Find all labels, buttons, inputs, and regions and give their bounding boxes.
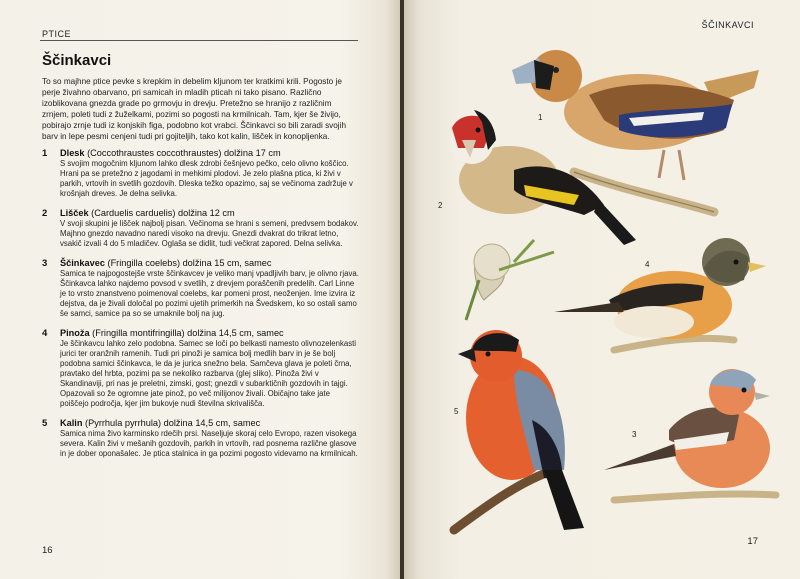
species-name: Kalin [60,418,83,428]
page-number-left: 16 [42,545,53,556]
species-name: Pinoža [60,328,90,338]
intro-paragraph: To so majhne ptice pevke s krepkim in debelim kljunom ter kratkimi krili. Pogosto je perje živahno obarvano, pri samicah in mladih pticah ni tako pisano. Različno izoblikovana gnezda grade po grmovju in drevju. Pretežno se hranijo z različnim zrnjem, poleti tudi z žuželkami, pozimi so pogosti na krmilnicah. Tam, kjer še živijo, pobirajo zrnje tudi iz konjskih figa, podobno kot vrabci. Ščinkavci so bili zaradi svojih barv in lepe pesmi cenjeni tudi pri gojiteljih, tako kot kalin, lišček in konopljenka. [42,77,347,141]
entry-heading [60,208,360,219]
species-description: Je ščinkavcu lahko zelo podobna. Samec se loči po belkasti namesto olivnozelenkasti jurici ter oranžnih ramenih. Tudi pri pinoži je samica bolj medlih barv in je še bolj podobna samici ščinkavca, le da je jurica snežno bela. Samčeva glava je poleti črna, pravtako del hrbta, pozimi pa se nekoliko razbarva (glej sliko). Pinoža živi v Skandinaviji, pri nas je preletni, zimski, gost; gnezdi v subarktičnih gozdovih in tajgi. Opazovali so že ogromne jate pinož, po več milijonov živali. Običajno take jate poiščejo področja, kjer jim bukovje nudi številna skrivališča. [60,339,357,408]
figure-label-1: 1 [538,113,543,122]
species-description: Samica te najpogostejše vrste ščinkavcev je veliko manj vpadljivih barv, je olivno rjava. Ščinkavca lahko najdemo povsod v svetlih, z drevjem poraščenih predelih. Carl Linne je to vrsto znanstveno poimenoval coelebs, kar pomeni prost, neoženjen. Ime izvira iz dejstva, da je živali določal po pozimi ujetih primerkih na Švedskem, ko so ostali samo še samci, samice pa so se umaknile bolj na jug. [60,269,359,318]
species-entry [42,418,360,459]
right-page [404,0,800,579]
entry-number: 5 [42,418,48,429]
entry-number: 2 [42,208,48,219]
species-entry [42,258,360,319]
species-entry [42,148,360,199]
figure-label-2: 2 [438,201,443,210]
page-number-right: 17 [747,536,758,547]
bullfinch-illustration [454,330,584,530]
species-entries [42,148,360,468]
figure-label-4: 4 [645,260,650,269]
species-name: Dlesk [60,148,85,158]
bird-plate-illustration [404,0,800,579]
species-name: Lišček [60,208,89,218]
species-details: (Pyrrhula pyrrhula) dolžina 14,5 cm, samec [85,418,261,428]
entry-number: 3 [42,258,48,269]
species-entry [42,328,360,409]
species-details: (Coccothraustes coccothraustes) dolžina 17 cm [87,148,281,158]
running-head-right: ŠČINKAVCI [701,20,754,30]
figure-label-5: 5 [454,407,459,416]
species-description: Samica nima živo karminsko rdečih prsi. Naseljuje skoraj celo Evropo, razen visokega severa. Kalin živi v mešanih gozdovih, parkih in vrtovih, rad posnema različne glasove in je dober oponašalec. Je ptica stalnica in ga pozimi pogosto videvamo na krmilnicah. [60,429,358,458]
entry-heading [60,258,360,269]
species-details: (Fringilla montifringilla) dolžina 14,5 cm, samec [92,328,284,338]
species-name: Ščinkavec [60,258,105,268]
figure-label-3: 3 [632,430,637,439]
species-description: S svojim mogočnim kljunom lahko dlesk zdrobi češnjevo pečko, celo olivno koščico. Hrani pa se pretežno z jagodami in mehkimi plodovi. Je zelo plašna ptica, ki živi v parkih, vrtovih in svetlih gozdovih. Dleska težko opazimo, saj se večinoma zadržuje v krošnjah dreves. Je delna selivka. [60,159,353,198]
species-entry [42,208,360,249]
species-details: (Fringilla coelebs) dolžina 15 cm, samec [107,258,272,268]
entry-number: 4 [42,328,48,339]
entry-number: 1 [42,148,48,159]
header-rule [40,40,358,41]
entry-heading [60,328,360,339]
running-head-left: PTICE [42,29,72,39]
chaffinch-illustration [604,369,776,500]
species-details: (Carduelis carduelis) dolžina 12 cm [91,208,235,218]
entry-heading [60,418,360,429]
entry-heading [60,148,360,159]
species-description: V svoji skupini je lišček najbolj pisan. Večinoma se hrani s semeni, predvsem bodakov. Majhno gnezdo navadno naredi visoko na drevju. Gnezdi dvakrat do trikrat letno, vsakič izvali 4 do 5 mladičev. Oglaša se didlit, tudi večkrat zapored. Delna selivka. [60,219,359,248]
chapter-title: Ščinkavci [42,52,112,69]
brambling-illustration [554,238,766,350]
